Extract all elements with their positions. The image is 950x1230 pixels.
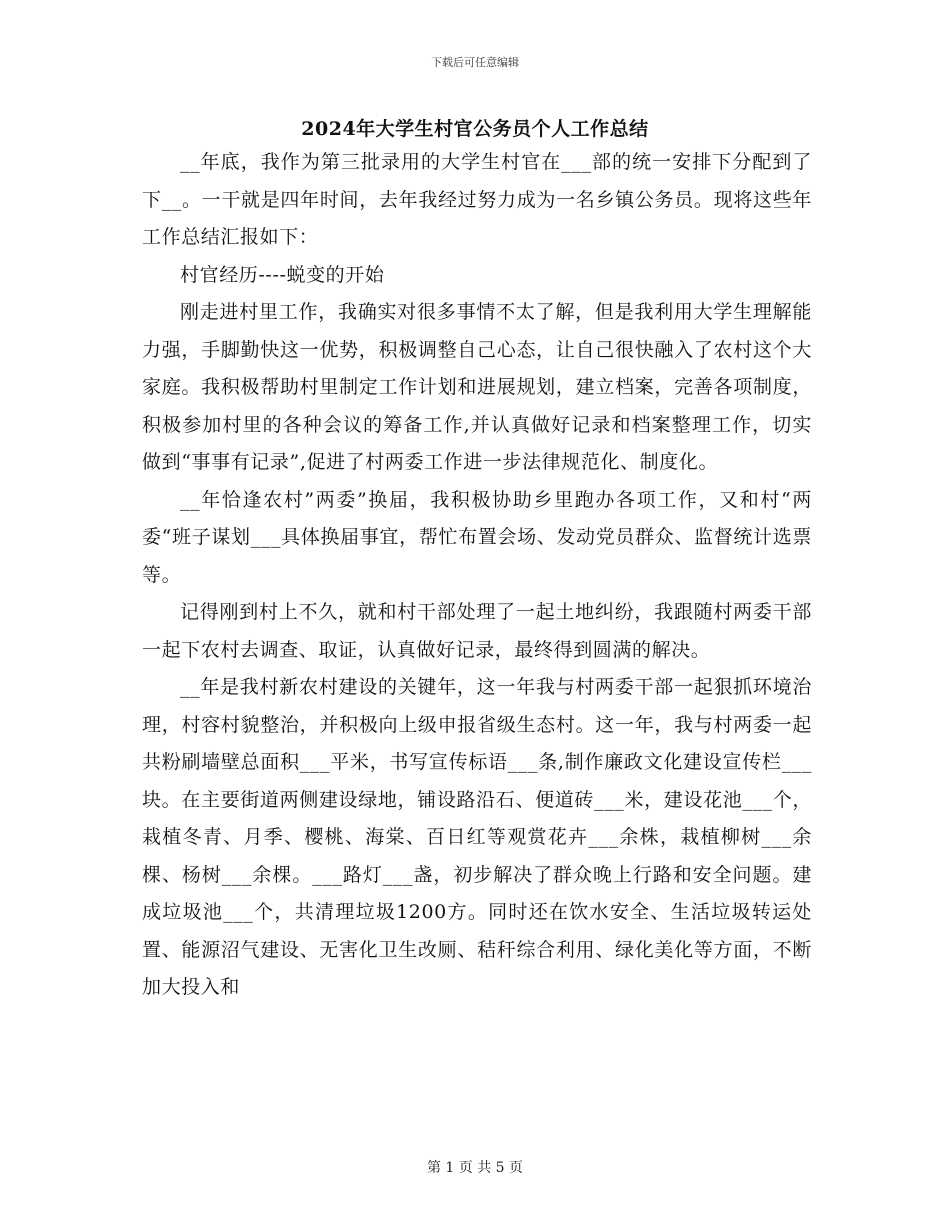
paragraph-intro: __年底，我作为第三批录用的大学生村官在___部的统一安排下分配到了下__。一干就是四年时间，去年我经过努力成为一名乡镇公务员。现将这些年工作总结汇报如下：: [142, 151, 812, 248]
page-footer-pagination: 第 1 页 共 5 页: [426, 1160, 524, 1176]
section-heading: 村官经历----蜕变的开始: [180, 263, 385, 286]
paragraph-rural-construction: __年是我村新农村建设的关键年，这一年我与村两委干部一起狠抓环境治理，村容村貌整治，并积极向上级申报省级生态村。这一年，我与村两委一起共粉刷墙壁总面积___平米，书写宣传标语___条,制作廉政文化建设宣传栏___块。在主要街道两侧建设绿地，铺设路沿石、便道砖___米，建设花池___个，栽植冬青、月季、樱桃、海棠、百日红等观赏花卉___余株，栽植柳树___余棵、杨树___余棵。___路灯___盏，初步解决了群众晚上行路和安全问题。建成垃圾池___个，共清理垃圾1200方。同时还在饮水安全、生活垃圾转运处置、能源沼气建设、无害化卫生改厕、秸秆综合利用、绿化美化等方面，不断加大投入和: [142, 676, 812, 998]
paragraph-adaptation: 刚走进村里工作，我确实对很多事情不太了解，但是我利用大学生理解能力强，手脚勤快这一优势，积极调整自己心态，让自己很快融入了农村这个大家庭。我积极帮助村里制定工作计划和进展规划，建立档案，完善各项制度，积极参加村里的各种会议的筹备工作,并认真做好记录和档案整理工作，切实做到“事事有记录”,促进了村两委工作进一步法律规范化、制度化。: [142, 301, 812, 473]
page-header-note: 下载后可任意编辑: [431, 56, 519, 69]
paragraph-land-dispute: 记得刚到村上不久，就和村干部处理了一起土地纠纷，我跟随村两委干部一起下农村去调查、取证，认真做好记录，最终得到圆满的解决。: [142, 601, 812, 661]
paragraph-election: __年恰逢农村”两委”换届，我积极协助乡里跑办各项工作，又和村“两委“班子谋划___具体换届事宜，帮忙布置会场、发动党员群众、监督统计选票等。: [142, 488, 812, 586]
document-body: [142, 144, 812, 1007]
document-title: 2024年大学生村官公务员个人工作总结: [301, 118, 649, 140]
